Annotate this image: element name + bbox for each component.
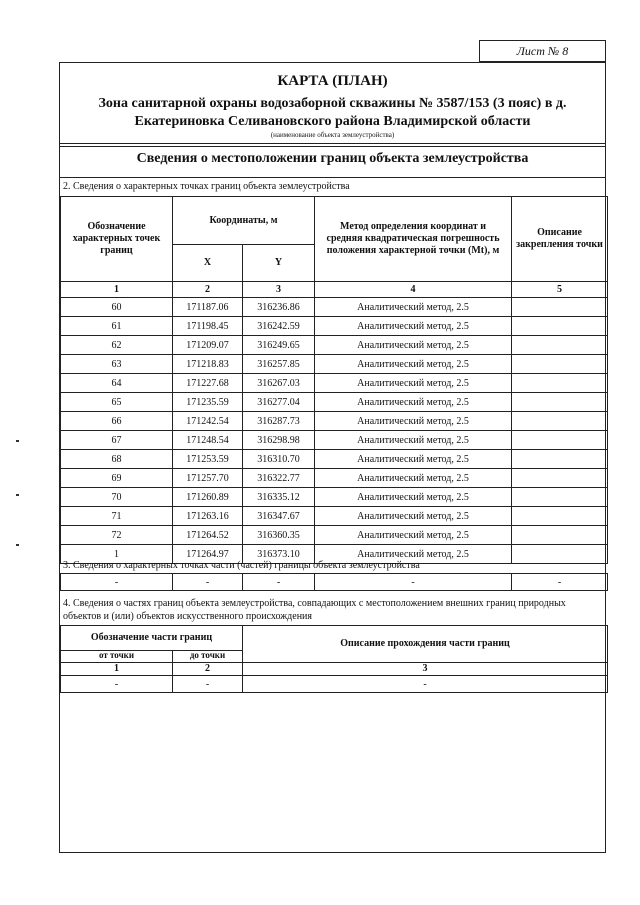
col-x-header: X <box>173 245 243 282</box>
cell-desc <box>512 488 608 507</box>
cell-id: 62 <box>61 336 173 355</box>
cell-y: 316322.77 <box>243 469 315 488</box>
cell-desc <box>512 412 608 431</box>
table-row <box>61 469 608 488</box>
cell-id: 68 <box>61 450 173 469</box>
parts-table <box>60 625 608 693</box>
cell-method: Аналитический метод, 2.5 <box>315 469 512 488</box>
col-from-header: от точки <box>61 651 173 663</box>
cell-method: Аналитический метод, 2.5 <box>315 450 512 469</box>
parts-section-label: 4. Сведения о частях границ объекта землеустройства, совпадающих с местоположением внешних границ природных объектов и (или) объектов искусственного происхождения <box>63 598 566 622</box>
part-points-section-label: 3. Сведения о характерных точках части (частей) границы объекта землеустройства <box>63 560 420 571</box>
table-row <box>61 393 608 412</box>
cell-y: 316360.35 <box>243 526 315 545</box>
scan-mark <box>16 544 19 546</box>
cell-x: 171198.45 <box>173 317 243 336</box>
table-row <box>61 507 608 526</box>
cell-id: 66 <box>61 412 173 431</box>
cell-desc <box>512 298 608 317</box>
table-row <box>61 488 608 507</box>
cell-method: Аналитический метод, 2.5 <box>315 393 512 412</box>
cell-x: 171227.68 <box>173 374 243 393</box>
col-part-description-header: Описание прохождения части границ <box>243 626 608 663</box>
document-subtitle: Зона санитарной охраны водозаборной скважины № 3587/153 (3 пояс) в д. Екатериновка Селивановского района Владимирской области <box>98 96 567 129</box>
cell-id: 67 <box>61 431 173 450</box>
cell-y: 316249.65 <box>243 336 315 355</box>
table-cell: - <box>61 676 173 693</box>
cell-y: 316287.73 <box>243 412 315 431</box>
cell-id: 65 <box>61 393 173 412</box>
cell-x: 171260.89 <box>173 488 243 507</box>
table-row <box>61 526 608 545</box>
table-row <box>61 298 608 317</box>
cell-y: 316335.12 <box>243 488 315 507</box>
cell-desc <box>512 355 608 374</box>
cell-x: 171257.70 <box>173 469 243 488</box>
cell-id: 72 <box>61 526 173 545</box>
cell-desc <box>512 507 608 526</box>
cell-x: 171209.07 <box>173 336 243 355</box>
cell-desc <box>512 526 608 545</box>
cell-desc <box>512 374 608 393</box>
section-title: Сведения о местоположении границ объекта землеустройства <box>136 151 529 166</box>
sheet-number-box <box>479 40 606 62</box>
col-part-header: Обозначение части границ <box>61 626 243 651</box>
cell-method: Аналитический метод, 2.5 <box>315 317 512 336</box>
cell-method: Аналитический метод, 2.5 <box>315 374 512 393</box>
col-method-header: Метод определения координат и средняя квадратическая погрешность положения характерной точки (Mt), м <box>315 197 512 282</box>
points-table-body <box>61 298 608 564</box>
col-number: 5 <box>512 282 608 298</box>
cell-x: 171218.83 <box>173 355 243 374</box>
table-row <box>61 355 608 374</box>
table-row <box>61 374 608 393</box>
col-number: 1 <box>61 663 173 676</box>
points-section-label: 2. Сведения о характерных точках границ объекта землеустройства <box>63 181 350 192</box>
points-table <box>60 196 608 564</box>
table-cell: - <box>173 574 243 591</box>
table-cell: - <box>243 676 608 693</box>
cell-desc <box>512 450 608 469</box>
cell-desc <box>512 336 608 355</box>
cell-method: Аналитический метод, 2.5 <box>315 412 512 431</box>
cell-x: 171248.54 <box>173 431 243 450</box>
cell-y: 316257.85 <box>243 355 315 374</box>
cell-method: Аналитический метод, 2.5 <box>315 526 512 545</box>
col-number: 4 <box>315 282 512 298</box>
table-row <box>61 412 608 431</box>
cell-id: 69 <box>61 469 173 488</box>
scan-mark <box>16 494 19 496</box>
cell-id: 70 <box>61 488 173 507</box>
divider <box>60 146 605 147</box>
cell-method: Аналитический метод, 2.5 <box>315 336 512 355</box>
table-cell: - <box>512 574 608 591</box>
divider <box>60 143 605 144</box>
document-frame <box>59 62 606 853</box>
cell-x: 171263.16 <box>173 507 243 526</box>
table-cell: - <box>315 574 512 591</box>
cell-x: 171264.52 <box>173 526 243 545</box>
document-title: КАРТА (ПЛАН) <box>277 73 388 89</box>
cell-id: 64 <box>61 374 173 393</box>
col-y-header: Y <box>243 245 315 282</box>
cell-desc <box>512 469 608 488</box>
cell-id: 1 <box>61 545 173 564</box>
col-number: 2 <box>173 663 243 676</box>
cell-y: 316236.86 <box>243 298 315 317</box>
cell-id: 61 <box>61 317 173 336</box>
cell-method: Аналитический метод, 2.5 <box>315 355 512 374</box>
col-designation-header: Обозначение характерных точек границ <box>61 197 173 282</box>
cell-x: 171187.06 <box>173 298 243 317</box>
col-number: 3 <box>243 663 608 676</box>
table-row <box>61 450 608 469</box>
cell-method: Аналитический метод, 2.5 <box>315 431 512 450</box>
col-description-header: Описание закрепления точки <box>512 197 608 282</box>
table-row <box>61 574 608 591</box>
subtitle-caption: (наименование объекта землеустройства) <box>270 131 395 139</box>
table-cell: - <box>173 676 243 693</box>
cell-y: 316373.10 <box>243 545 315 564</box>
cell-y: 316277.04 <box>243 393 315 412</box>
table-row <box>61 431 608 450</box>
cell-y: 316242.59 <box>243 317 315 336</box>
part-points-table <box>60 573 608 591</box>
col-to-header: до точки <box>173 651 243 663</box>
table-row <box>61 336 608 355</box>
cell-y: 316347.67 <box>243 507 315 526</box>
table-row <box>61 676 608 693</box>
cell-desc <box>512 393 608 412</box>
col-coords-header: Координаты, м <box>173 197 315 245</box>
cell-method: Аналитический метод, 2.5 <box>315 298 512 317</box>
cell-desc <box>512 317 608 336</box>
cell-y: 316267.03 <box>243 374 315 393</box>
table-cell: - <box>61 574 173 591</box>
divider <box>60 177 605 178</box>
col-number: 3 <box>243 282 315 298</box>
cell-id: 60 <box>61 298 173 317</box>
col-number: 1 <box>61 282 173 298</box>
cell-method: Аналитический метод, 2.5 <box>315 488 512 507</box>
table-cell: - <box>243 574 315 591</box>
cell-x: 171264.97 <box>173 545 243 564</box>
table-row <box>61 317 608 336</box>
cell-x: 171242.54 <box>173 412 243 431</box>
cell-method: Аналитический метод, 2.5 <box>315 545 512 564</box>
col-number: 2 <box>173 282 243 298</box>
cell-y: 316298.98 <box>243 431 315 450</box>
cell-x: 171253.59 <box>173 450 243 469</box>
cell-method: Аналитический метод, 2.5 <box>315 507 512 526</box>
cell-y: 316310.70 <box>243 450 315 469</box>
cell-id: 63 <box>61 355 173 374</box>
table-row <box>61 663 608 676</box>
scan-mark <box>16 440 19 442</box>
sheet-number: Лист № 8 <box>516 44 569 58</box>
cell-id: 71 <box>61 507 173 526</box>
cell-desc <box>512 431 608 450</box>
cell-x: 171235.59 <box>173 393 243 412</box>
